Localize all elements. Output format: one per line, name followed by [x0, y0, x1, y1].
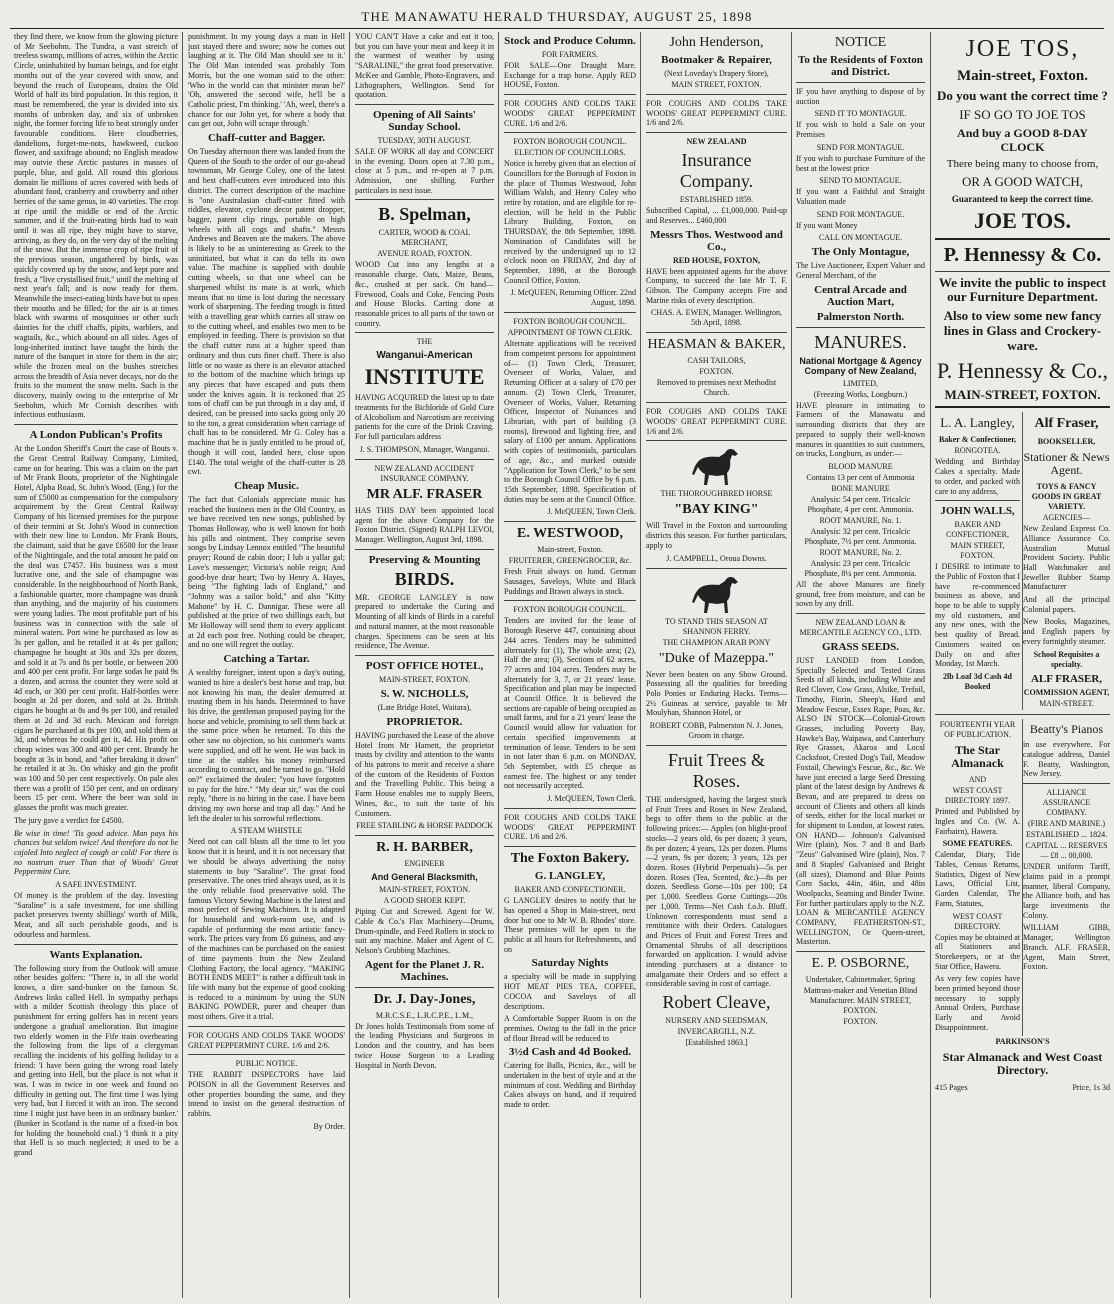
ad-subheading: Central Arcade and Auction Mart,	[814, 283, 907, 308]
notice-subheading: APPOINTMENT OF TOWN CLERK.	[507, 328, 633, 338]
ad-text: A Comfortable Supper Room is on the premises. Owing to the fall in the price of flour Bread will be reduced to	[504, 1014, 636, 1043]
ad-address: RED HOUSE, FOXTON,	[673, 255, 760, 265]
divider	[355, 655, 494, 656]
divider	[355, 549, 494, 550]
ad-signature: WILLIAM GIBB, Manager, Wellington Branch. ALF. FRASER, Agent, Main Street, Foxton.	[1023, 923, 1110, 972]
ad-signature: CHAS. A. EWEN, Manager. Wellington, 5th April, 1898.	[651, 308, 782, 328]
ad-role: PROPRIETOR.	[386, 715, 463, 728]
column-5	[642, 32, 791, 1298]
ad-heading: Preserving & Mounting	[368, 553, 481, 566]
divider	[355, 332, 494, 333]
divider	[796, 327, 925, 328]
ad-name: Beatty's Pianos	[1029, 721, 1104, 736]
notice-text: THE RABBIT INSPECTORS have laid POISON in all the Government Reserves and other properties bounding the same, and they intend to insist on the general destruction of rabbits.	[188, 1070, 345, 1119]
notice-signature: J. McQUEEN, Returning Officer. 22nd August, 1898.	[510, 288, 636, 308]
ad-signature: J. CAMPBELL, Oroua Downs.	[666, 553, 767, 563]
ad-text: Will Travel in the Foxton and surrounding districts this season. For further particulars, apply to	[646, 521, 787, 550]
ad-trade: Mattrass-maker and Venetian Blind Manufacturer. MAIN STREET, FOXTON.	[803, 986, 918, 1016]
column-rule	[349, 32, 350, 1298]
horse-icon	[687, 573, 747, 615]
ad-text: And all the principal Colonial papers.	[1023, 595, 1110, 614]
ad-text: a specialty will be made in supplying HOT MEAT PIES TEA, COFFEE, COCOA and Saveloys of all descriptions.	[504, 972, 636, 1011]
ad-note: AND	[968, 775, 987, 785]
article-text: At the London Sheriff's Court the case of Bouts v. the Great Central Railway Company, Limited, came on for hearing. This was a claim on the part of Mr Frank Bouts, proprietor of the Nightingale Hotel, Alpha Road, St. John's Wood, (Eng.) for the sum of £5000 as compensation for the compulsory acquirement by the Great Central Railway Company of his licensed premises for the purpose of their termini at St. John's Wood in connection with their new line to London. Mr Frank Bouts, the claimant, said that he gave £6500 for the lease of the Nightingale, and the total amount he paid on the deal was £7457. His business was a most lucrative one, and the sale of champagne was considerable. In the neighbourhood of North Bank, a fashionable quarter, more champagne was drunk than anything, and the majority of his customers were young ladies. The most profitable part of his business was in connection with the sale of mineral waters. Port wine he purchased as low as 3s per gallon, and he retailed it at 4s per gallon; champagne he bought at 30s and 32s per dozen, and sold it at 7s and 8s per bottle, or between 200 and 400 per cent profit. For large sodas he paid 9s a dozen, and across the counter they were sold at 4d each, or 300 per cent profit. Half-bottles were bought at 2d per dozen, and sold at 2s. British cigars he bought at 8s and 9s per 100, and retailed them at 2d and 3d each. Mexican and foreign cigars he purchased at 8s per 100, and sold them at 3d, and whereas he could get it, 4d. His profit on cheap wines was 300 and 400 per cent. Brandy he bought at 3s in bond, and "after breaking it down" he retailed it at 3s. On whisky and gin the profit was 100 and 50 per cent respectively. On pale ales there was a profit of 150 per cent, and on ordinary beers 15 per cent. Where the beer was sold in glasses the profit was much greater.	[14, 444, 178, 813]
ad-trade: Bootmaker & Repairer,	[661, 54, 772, 66]
ad-price: 2lb Loaf 3d Cash 4d Booked	[943, 671, 1012, 691]
ad-address: MAIN-STREET.	[1039, 698, 1094, 708]
ad-text: As very few copies have been printed beyond those necessary to supply Annual Orders, Purchase Early and Avoid Disappointment.	[935, 974, 1021, 1032]
article-heading: Cheap Music.	[234, 479, 299, 492]
ad-subheading: TO STAND THIS SEASON AT SHANNON FERRY.	[665, 616, 768, 636]
ad-address: MAIN STREET, FOXTON.	[950, 541, 1005, 561]
ad-name: Alf Fraser,	[1034, 416, 1099, 432]
divider	[1023, 783, 1110, 784]
notice-signature: J. McQUEEN, Town Clerk.	[547, 507, 636, 517]
ad-address: INVERCARGILL, N.Z.	[677, 1027, 756, 1037]
ad-subheading: THE THOROUGHBRED HORSE	[660, 489, 773, 499]
divider	[504, 94, 636, 95]
ad-proprietor: S. W. NICHOLLS,	[380, 687, 469, 700]
ad-item: BONE MANURE	[831, 483, 890, 493]
ad-trade: Baker & Confectioner,	[938, 435, 1017, 445]
ad-trade: COMMISSION AGENT,	[1023, 687, 1110, 697]
ad-name: JOHN WALLS,	[940, 505, 1015, 518]
divider	[646, 745, 787, 746]
article-text: they find there, we know from the glowing picture of Mr Seebohm. The Tundra, a vast stretch of treeless swamp, millions of acres, within the Arctic Circle, uninhabited by human beings, and for eight months out of the year covered with snow, and beyond the reach of Europeans, drains the Old World of half its bird population. In this region, it must be remembered, the year is divided into six months of unbroken day, and six of unbroken night, the former forcing life to beat strongly under favourable conditions. Here cloudberries, dandelions, forget-me-nots, hawkweed, cuckoo flower, and saxifrage abound; no English meadow may outvie these Arctic pastures in masses of purple, blue, and gold. All round this glorious domain lie millions of acres covered with beds of abundant food, cranberry and crowberry and other berries of the same genus, in 40 varieties. The crop at ripe until the middle or end of the Arctic summer, and if the fruit-eating birds had to wait until it was all ripe, they might have to starve, arriving, as they do, on the very day of the melting of the snow. But the immense crop of ripe fruit of the previous season, ungathered by birds, was quickly covered up by the snow, and kept pure and fresh, a "live crystallised fruit," until the melting of next year's fall; and is now ready for them. Meanwhile the insect-eating birds have but to open their mouths and be filled; for the air is at times black with swarms of mosquitoes or other such dainties for the chiff chaffs, pipits, warblers, and wagtails, &c., which abound on all sides. Ages of long-inherited instinct have taught the birds the nature of the banquet in store for them in the air; while the frozen meal on the bushes stretches across the breadth of Asia never decays, nor do the fruits to the moment the snow melts. Such is the discovery, mainly owing to the enterprise of Mr Seebohm, which Mr Cornish describes with infectious enthusiasm.	[14, 32, 178, 420]
column-subheading: FOR FARMERS.	[541, 50, 599, 59]
divider	[355, 459, 494, 460]
article-heading: Chaff-cutter and Bagger.	[207, 132, 326, 145]
ad-degrees: M.R.C.S.E., L.R.C.P.E., L.M.,	[375, 1010, 474, 1020]
notice-heading: FOXTON BOROUGH COUNCIL.	[513, 317, 627, 327]
ad-heading: Agent for the Planet J. R. Machines.	[364, 958, 485, 983]
ad-name: POST OFFICE HOTEL,	[365, 659, 484, 672]
notice-heading: PUBLIC NOTICE.	[235, 1059, 298, 1069]
ad-trade: FRUITERER, GREENGROCER, &c.	[508, 556, 632, 566]
ad-item: ROOT MANURE, No. 2.	[819, 547, 902, 557]
ad-item-detail: Analysis: 23 per cent. Tricalcic Phosphate, 8¼ per cent. Ammonia.	[804, 558, 917, 578]
ad-note: LIMITED,	[843, 378, 878, 388]
ad-address: MAIN-STREET, FOXTON.	[944, 386, 1101, 402]
divider	[504, 846, 636, 847]
ad-proprietor: Robert Cleave,	[662, 992, 771, 1013]
ad-text: MR. GEORGE LANGLEY is now prepared to undertake the Curing and Mounting of all kinds of Birds in a careful and natural manner, at the most reasonable charges. Specimens can be seen at his residence, The Avenue.	[355, 592, 494, 651]
ad-text: The Live Auctioneer, Expert Valuer and General Merchant, of the	[796, 261, 925, 281]
divider	[646, 132, 787, 133]
ad-role: ENGINEER	[404, 859, 445, 869]
ad-subheading: THE CHAMPION ARAB PONY	[662, 637, 771, 647]
ad-subheading: WEST COAST DIRECTORY.	[952, 911, 1003, 931]
ad-name: B. Spelman,	[378, 204, 471, 225]
ad-address: Palmerston North.	[816, 310, 905, 323]
ad-callout: CALL ON MONTAGUE.	[818, 233, 903, 243]
ad-name: "Duke of Mazeppa."	[658, 650, 775, 666]
divider	[14, 944, 178, 945]
ad-trade: Undertaker, Cabinetmaker, Spring	[805, 975, 916, 985]
divider	[935, 238, 1110, 240]
ad-text: FOR SALE—One Draught Mare. Exchange for a trap horse. Apply RED HOUSE, Foxton.	[504, 61, 636, 90]
ad-note: FREE STABLING & HORSE PADDOCK	[356, 821, 493, 831]
article-text: The fact that Colonials appreciate music has reached the business men in the Old Country, as we have received ten new songs, published by Thomas Holloway, who is well known for both his pills and ointment. They comprise seven songs by Lindsay Lennox entitled "The beautiful prayer; Round de cabin door; I lub a yallar gal; Love's messenger; Victoria's noble reign; And good-bye dear heart; Two by Henry A. Hayes, being "The fighting lads of England," and "Johnny was a sailor bold," and also "Kitty Mahone" by H. C. Dannigar. These were all published at the price of two shillings each, but Mr Holloway will send them to every applicant at 2d each post free. Nothing could be cheaper, and no one will regret the outlay.	[188, 494, 345, 650]
ad-note: A GOOD SHOER KEPT.	[383, 896, 466, 906]
ad-line: TOYS & FANCY GOODS IN GREAT VARIETY.	[1031, 482, 1102, 512]
ad-note: (Late Bridge Hotel, Waitara),	[377, 702, 472, 712]
ad-date: TUESDAY, 30TH AUGUST.	[377, 135, 472, 145]
ad-text: HAVE pleasure in intimating to Farmers of the Manawatu and surrounding districts that they are prepared to supply their well-known manures in quantities to suit customers, on trucks, Longburn, as under:—	[796, 400, 925, 459]
ad-text: SALE OF WORK all day and CONCERT in the evening. Doors open at 7.30 p.m., close at 5 p.m., and re-open at 7 p.m. Admission, one shilling. Further particulars in next issue.	[355, 146, 494, 195]
ad-address: FOXTON.	[843, 1017, 878, 1027]
ad-name: JOE TOS.	[973, 208, 1071, 234]
ad-text: IF you have anything to dispose of by auction	[796, 87, 925, 106]
ad-name: BIRDS.	[394, 568, 455, 589]
notice-signature: J. McQUEEN, Town Clerk.	[547, 794, 636, 804]
ad-signature: J. S. THOMPSON, Manager, Wanganui.	[359, 444, 490, 454]
ad-pages: 415 Pages	[935, 1083, 968, 1093]
divider	[504, 312, 636, 313]
ad-subheading: Saturday Nights	[531, 957, 609, 970]
split-left	[935, 412, 1023, 709]
ad-name: E. P. OSBORNE,	[811, 956, 910, 972]
article-heading: A London Publican's Profits	[29, 429, 163, 442]
ad-address: Main-street, Foxton.	[957, 67, 1088, 84]
divider	[504, 521, 636, 522]
column-rule	[182, 32, 183, 1298]
ad-company: NEW ZEALAND LOAN & MERCANTILE AGENCY CO., LTD.	[799, 618, 922, 638]
ad-note: Removed to premises next Methodist Church.	[656, 378, 777, 398]
ad-item: ROOT MANURE, No. 1.	[819, 515, 902, 525]
woods-cure-ad: FOR COUGHS AND COLDS TAKE WOODS' GREAT PEPPERMINT CURE. 1/6 and 2/6.	[504, 99, 636, 128]
split-row	[935, 412, 1110, 709]
ad-name: John Henderson,	[669, 35, 764, 50]
woods-cure-ad: FOR COUGHS AND COLDS TAKE WOODS' GREAT PEPPERMINT CURE. 1/6 and 2/6.	[188, 1030, 345, 1050]
ad-text: Catering for Balls, Picnics, &c., will be undertaken in the best of style and at the minimum of cost. Wedding and Birthday Cakes always on hand, and if required made to order.	[504, 1061, 636, 1110]
saraline-ad: YOU CAN'T Have a cake and eat it too, but you can have your meat and keep it in the warmest of weather by using "SARALINE," the great food preservative. McKee and Gamble, Photo-Engravers, and Lithographers, Wellington. Send for quotation.	[355, 32, 494, 100]
ad-name: R. H. BARBER,	[376, 840, 473, 856]
ad-name: P. Hennessy & Co.	[943, 243, 1102, 266]
ad-subheading: And General Blacksmith,	[371, 872, 478, 883]
divider	[796, 82, 925, 83]
notice-heading: FOXTON BOROUGH COUNCIL.	[513, 137, 627, 147]
divider	[646, 402, 787, 403]
verse: Be wise in time! 'Tis good advice. Man pays his chances but seldom twice! And therefore do not be cajoled Into neglect of cough or cold! For there is no nostrum truer Than that of Woods' Great Peppermint Cure.	[14, 828, 178, 877]
ad-text: I DESIRE to intimate to the Public of Foxton that I have re-commenced business as above, and hope to be able to supply my old customers, and any new ones, with the best quality of Bread. Customers waited on Daily on and after Monday, 1st March.	[935, 562, 1021, 669]
ad-footer	[935, 1082, 1110, 1094]
ad-address: RONGOTEA.	[954, 446, 1001, 456]
ad-name: P. Hennessy & Co.,	[936, 358, 1109, 384]
ad-name: ALF FRASER,	[1030, 672, 1103, 685]
ad-question: Do you want the correct time ?	[937, 87, 1108, 103]
divider	[355, 987, 494, 988]
ad-text: Never been beaten on any Show Ground. Possessing all the qualities for breeding Polo Ponies or Enduring Hacks. Terms—2½ Guineas at service, payable to Mr Moulyhan, Shannon Hotel, or	[646, 669, 787, 718]
ad-item: BLOOD MANURE	[828, 461, 893, 471]
ad-name: ALLIANCE ASSURANCE COMPANY.	[1042, 788, 1091, 818]
ad-heading: NEW ZEALAND ACCIDENT INSURANCE COMPANY.	[374, 463, 475, 483]
notice-subheading: ELECTION OF COUNCILLORS.	[514, 148, 626, 158]
column-rule	[498, 32, 499, 1298]
ad-trade: BOOKSELLER,	[1037, 436, 1096, 446]
ad-name: Dr. J. Day-Jones,	[373, 991, 476, 1007]
article-text: punishment. In my young days a man in Hell just stayed there and swore; now he comes out laughing at it. The Old Man should see to it.' The Old Man intended was probably Tom Morris, but the one woman said to the other: 'Who in the world can that minister mean be?' 'Oh, answered the second wife, he'll be a Catholic priest, I'm thinking.' 'Ah, weel, there's a chance for our John yet, for where a body that can get out, John will scrape through.'	[188, 32, 345, 129]
ad-text: Wedding and Birthday Cakes a specialty. Made to order, and packed with care to any address,	[935, 457, 1021, 496]
divider	[646, 332, 787, 333]
ad-text: New Zealand Express Co. Alliance Assurance Co. Australian Mutual Provident Society. Public Hall Watchmaker and Jeweller Rubber Stamp Manufacturer	[1023, 524, 1110, 592]
divider	[796, 951, 925, 952]
notice-text: Tenders are invited for the lease of Borough Reserve 447, containing about 244 acres. Tenders may be submitted alternately for (1), The whole area; (2), Half the area; (3), Sections of 62 acres, 77 acres and 104 acres. Tenders may be alternately for 3, 7, or 21 years' lease. Specification and plan may be inspected at Council Office. It is believed the sections are capable of being occupied as small farms, and for a 21 years' lease the Council would allow for valuation for certain specified improvements at termination of lease. Tenders to be sent in not later than 6 p.m. on MONDAY, 5th September, with £5 cheque as earnest fee. The highest or any tender not necessarily accepted.	[504, 616, 636, 791]
ad-line: There being many to choose from,	[946, 158, 1099, 171]
ad-line: School Requisites a specialty.	[1033, 649, 1100, 669]
divider	[796, 613, 925, 614]
ad-name: Star Almanack and West Coast Directory.	[942, 1049, 1103, 1078]
column-2	[184, 32, 349, 1298]
ad-text: HAVE been appointed agents for the above Company, to succeed the late Mr T. F. Gibson. The Company accepts Fire and Marine risks of every description.	[646, 266, 787, 305]
woods-cure-ad: FOR COUGHS AND COLDS TAKE WOODS' GREAT PEPPERMINT CURE. 1/6 and 2/6.	[646, 99, 787, 128]
ad-price: Price, 1s 3d	[1072, 1083, 1110, 1093]
split-row	[935, 719, 1110, 1036]
column-4	[500, 32, 640, 1298]
ad-proprietor: G. LANGLEY,	[534, 870, 606, 883]
ad-trade: NURSERY AND SEEDSMAN,	[665, 1016, 768, 1026]
ad-line: IF SO GO TO JOE TOS	[959, 106, 1086, 122]
article-text: The following story from the Outlook will amuse other besides golfers: "There is, in all the world knows, a dire sand-bunker on the famous St. Andrews links called Hell. In sympathy perhaps with a milder Scottish theology this place of punishment for erring golfers has in recent years undergone a gradual amelioration. But imagine two elderly women in the Fife train overhearing the following from the lips of a clergyman recalling the incidents of his golfing holiday to a friend: 'I have been going the wrong road lately and getting into Hell, but the place is not what it was. I was in twice in one week and found no difficulty in getting out. The first time I was lying very bad, but I forced it with an iron. The second time I might just have been in an ordinary bunker.' (Bunker in Scotland is the name of a fixed-in box for holding the household coal.) 'I think it a pity that Hell is so much neglected; it used to be a grand	[14, 963, 178, 1157]
ad-note: (Next Loveday's Drapery Store),	[664, 69, 769, 78]
subheading: A STEAM WHISTLE	[230, 826, 303, 836]
article-heading: Catching a Tartar.	[223, 653, 310, 666]
column-rule	[640, 32, 641, 1298]
column-1	[10, 32, 182, 1298]
ad-text: If you wish to hold a Sale on your Premises	[796, 120, 925, 140]
divider	[504, 600, 636, 601]
ad-subheading: To the Residents of Foxton and District.	[798, 54, 923, 78]
ad-address: MAIN-STREET, FOXTON.	[378, 885, 471, 895]
ad-text: Printed and Published by Ingles and Co. (W. A. Fairbairn), Hawera.	[935, 807, 1021, 836]
masthead: THE MANAWATU HERALD THURSDAY, AUGUST 25, 1898	[10, 6, 1104, 29]
divider	[646, 440, 787, 441]
ad-name: "BAY KING"	[674, 502, 759, 518]
divider	[355, 104, 494, 105]
article-text: Need not can call blasts all the time to let you know that it is heard, and it is not necessary that we should be always advertising the noisy statements to buy "Saraline". The great food preservative. The ones tried always used, as it is the only reliable food preservative sold. The famous Victory Sewing Machine is the latest and most perfect of Sewing Machines. It is adapted for household and work-room use, and is capable of performing the most artistic fancy-work. The prices vary from £6 guineas, and any of the machines can be purchased on the easiest of time payments from the New Zealand Clothing Factory, the local agency. "MAKING BOTH ENDS MEET" is rather a difficult task in life with many but the expense of good cooking is reduced to a minimum by using the SUN BAKING POWDER, purer and cheaper than most others. Give it a trial.	[188, 837, 345, 1022]
divider	[504, 808, 636, 809]
divider	[646, 94, 787, 95]
ad-text: Subscribed Capital, ... £1,000,000. Paid-up and Reserves... £460,000	[646, 206, 787, 225]
ad-text: HAVING purchased the Lease of the above Hotel from Mr Harnett, the proprietor trusts by civility and attention to the wants of his patrons to merit and receive a share of the custom of the Residents of Foxton and the Travelling Public. This being a Farm House enables me to supply Beers, Wines, &c., to suit the taste of his Customers.	[355, 730, 494, 818]
article-text: A wealthy foreigner, intent upon a day's outing, wanted to hire a dealer's best horse and trap, but not knowing his man, the dealer demurred at trusting them in his hands. Determined to have his drive, the gentleman proposed paying for the horse and vehicle, promising to sell them back at the same price when he returned. To this the other saw no objection, so his customer's wants were supplied, and off he went. He was back in time at the stables his money reimbursed according to contract, and he turned to go. "Hold on?" exclaimed the dealer; "you have forgotten to pay for the hire." "My dear sir," was the cool reply, "there is no hiring in the case. I have been driving my own horse and trap all day." And he left the dealer to his sorrowful reflections.	[188, 668, 345, 823]
woods-cure-ad: FOR COUGHS AND COLDS TAKE WOODS' GREAT PEPPERMINT CURE. 1/6 and 2/6.	[504, 813, 636, 842]
notice-signature: By Order.	[313, 1121, 345, 1131]
divider	[935, 406, 1110, 408]
ad-item-detail: Analysis: 32 per cent. Tricalcic Phosphate, 7½ per cent. Ammonia.	[804, 526, 917, 546]
ad-line: We invite the public to inspect our Furniture Department.	[938, 274, 1107, 305]
ad-name: MANURES.	[814, 331, 907, 352]
ad-address: MAIN-STREET, FOXTON.	[378, 674, 471, 684]
ad-heading: Opening of All Saints' Sunday School.	[372, 108, 476, 133]
ad-note: [Established 1863.]	[685, 1038, 748, 1048]
article-heading: Wants Explanation.	[49, 948, 143, 961]
ad-text: Calendar, Diary, Tide Tables, Census Returns, Statistics, Digest of New Laws, Official List, Garden Calendar, The Farm, Statutes,	[935, 850, 1021, 908]
article-text: The jury gave a verdict for £4500.	[14, 815, 124, 825]
ad-label: THE	[416, 337, 433, 347]
ad-item-detail: Analysis: 54 per cent. Tricalcic Phosphate, 4 per cent. Ammonia.	[807, 494, 914, 514]
ad-name: HEASMAN & BAKER,	[647, 337, 786, 353]
ad-name: JOE TOS,	[965, 36, 1080, 62]
ad-label: PARKINSON'S	[995, 1036, 1050, 1046]
ad-signature: ROBERT COBB, Palmerston N. J. Jones, Groom in charge.	[649, 721, 784, 741]
woods-cure-ad: FOR COUGHS AND COLDS TAKE WOODS' GREAT PEPPERMINT CURE. 1/6 and 2/6.	[646, 407, 787, 436]
ad-trade: BAKER AND CONFECTIONER,	[946, 520, 1009, 540]
article-text: On Tuesday afternoon there was landed from the Queen of the South to the order of our go-ahead townsman, Mr George Coley, one of the latest and best chaff-cutters ever introduced into this district. The correct description of the machine is "one Australasian chaff-cutter fitted with riddles, elevator, cyclone decor patent dropper, bagger, patent clip rings, portable on high wheels with all cogs and shafts." Messrs Andrews and Beaven are the makers. The above is likely to be as uninteresting as Greek to the uninitiated, but what it can do tells its own value. The machine is supplied with double cutting wheels, so that one wheel can be sharpened whilst its mate is at work, which means that no time is lost during the necessary work of sharpening. The feeding trough is fitted with a travelling gear which carries all straw on to the cutting wheel, and enables two men to be employed in feeding. There is provision so that the chaff cutter runs at a higher speed than ordinary and thus cuts finer chaff. There is also little or no waste as there is an elevator attached to the bottom of the machine which brings up any pieces that have escaped and puts them under the knives again. It is reckoned that 25 tons of chaff can be put through in a day and, if desired, can be pressed into sacks going only 20 to the ton, a great consideration when carriage of chaff has to be considered. Mr G. Coley has a machine that he is justly entitled to be proud of, though it will cost, landed here, close upon £140. The total weight of the chaff-cutter is 28 cwt.	[188, 147, 345, 477]
ad-subheading: Wanganui-American	[376, 350, 473, 362]
ad-text: All the above Manures are finely ground, free from moisture, and can be sown by any drill.	[796, 579, 925, 609]
ad-note: (FIRE AND MARINE.)	[1027, 819, 1106, 829]
ad-trade: CASH TAILORS,	[687, 356, 746, 366]
divider	[504, 132, 636, 133]
ad-subheading: SOME FEATURES.	[942, 839, 1013, 849]
ad-line: And buy a GOOD 8-DAY CLOCK	[957, 125, 1088, 154]
notice-heading: FOXTON BOROUGH COUNCIL.	[513, 605, 627, 615]
split-left	[935, 719, 1023, 1036]
ad-name: NOTICE	[834, 35, 887, 50]
ad-text: Copies may be obtained at all Stationers and Storekeepers, or at the Star Office, Hawera.	[935, 932, 1021, 971]
ad-note: ESTABLISHED 1859.	[679, 195, 754, 205]
ad-text: THE undersigned, having the largest stock of Fruit Trees and Roses in New Zealand, begs to offer them to the public at the following prices:— Apples (on blight-proof stocks—2 years old, 6s per dozen; 3 years, 8s per dozen; 4 years, 12s per dozen. Plums—2 years, 9s per dozen; 3 years, 12s per dozen. Roses (Hybrid Perpetuals)—5s per dozen. Roses (Tea, Scented, &c.)—8s per dozen. Seedless Gorse—10s per 100; £4 per 1,000. Seedless Gorse Cuttings—20s per 1,000. Terms—Net Cash f.o.b. Bluff. Unknown correspondents must send a remittance with their Orders. Catalogues and Prices of Fruit and Forest Trees and Ornamental Shrubs of all descriptions forwarded on application. I would advise intending purchasers at a distance to amalgamate their Orders and so effect a considerable saving in cost of carriage.	[646, 795, 787, 989]
ad-name: MR ALF. FRASER	[366, 486, 483, 502]
notice-text: Notice is hereby given that an election of Councillors for the Borough of Foxton in the place of Thomas Westwood, John William Walsh, and Henry Coley who retire by rotation, and are eligible for re-election, will be held in the Public Library Building, Foxton, on THURSDAY, the 8th September, 1898. Nomination of Candidates will be received by the undersigned up to 12 o'clock noon on FRIDAY, 2nd day of September, 1898, at the Borough Council Office, Foxton.	[504, 159, 636, 285]
ad-text: Fresh Fruit always on hand. German Sausages, Saveloys, White and Black Puddings and Brawn always in stock.	[504, 567, 636, 596]
ad-callout: SEND FOR MONTAGUE.	[816, 209, 905, 219]
ad-text: JUST LANDED from London, Specially Selected and Tested Grass Seeds of all kinds, including White and Red Clover, Cow Grass, Alsike, Trefoil, Timothy, Fiorin, Sheep's, Hard and Meadow Fescue, Essex Rape, Poas, &c. ALSO IN STOCK—Colonial-Grown Grasses, including Poverty Bay, Hawke's Bay, Waipawa, and Canterbury Rye Grasses, Akaroa and Local Cocksfoot, Crested Dog's Tail, Meadow Foxtail, Chewing's Fescue, &c., &c. We have just erected a large Seed Dressing plant of the latest design by Andrews & Bevan, and are prepared to dress on account of Clients and others all kinds of seeds, either for the local market or for shipment to London, at lowest rates. ON HAND— Johnson's Galvanised Wire (plain), Nos. 7 and 8 and Barb "Zeus" Galvanised Wire (plain), Nos. 7 and 8 Staples' Galvanised and Bright (all sizes), Diamond and Blue Points Corn Sacks, 44in, 46in, and 48in Woolpacks, Seaming and Binder Twine. For further particulars apply to the N.Z. LOAN & MERCANTILE AGENCY COMPANY, FEATHERSTON-ST., WELLINGTON, Or Queen-street, Masterton.	[796, 656, 925, 947]
ad-address: FOXTON.	[699, 367, 734, 377]
ad-subheading: WEST COAST DIRECTORY 1897.	[945, 786, 1010, 806]
ad-line: Also to view some new fancy lines in Glass and Crockery-ware.	[943, 308, 1102, 354]
divider	[188, 1054, 345, 1055]
ad-subheading: AGENCIES—	[1042, 513, 1091, 523]
ad-name: The Foxton Bakery.	[510, 851, 630, 867]
divider	[646, 568, 787, 569]
ad-text: WOOD Cut into any lengths at a reasonable charge. Oats, Maize, Beans, &c., crushed at per sack. On hand—Firewood, Coals and Coke, Fencing Posts and House Blocks. Carting done at reasonable prices to all parts of the town or country.	[355, 260, 494, 328]
column-6	[792, 32, 929, 1298]
ad-name: E. WESTWOOD,	[517, 526, 623, 542]
divider	[355, 835, 494, 836]
ad-price: 3½d Cash and 4d Booked.	[508, 1046, 632, 1059]
divider	[935, 500, 1020, 501]
split-right	[1023, 719, 1110, 1036]
ad-text: Piping Cut and Screwed. Agent for W. Cable & Co.'s Flax Machinery—Drums, Drum-spindle, and Feed Rollers in stock to suit any machine. Maker and Agent of C. Nelson's Grubbing Machines.	[355, 907, 494, 956]
ad-text: If you want a Faithful and Straight Valuation made	[796, 187, 925, 206]
ad-line: Guaranteed to keep the correct time.	[951, 193, 1094, 204]
ad-name: Insurance Company.	[679, 150, 754, 192]
ad-trade: Stationer & News Agent.	[1023, 449, 1110, 478]
ad-name: L. A. Langley,	[940, 415, 1015, 431]
ad-text: UNDER uniform Tariff, claims paid in a prompt manner, liberal Company, the Alliance both, and has large investments the Colony.	[1023, 862, 1110, 920]
ad-company: National Mortgage & Agency Company of New Zealand,	[799, 355, 922, 376]
ad-text: New Books, Magazines, and English papers by every fortnightly steamer.	[1023, 617, 1110, 646]
ad-text: Dr Jones holds Testimonials from some of the leading Physicians and Surgeons in London and the country, and has been twice House Surgeon to a Leading Hospital in North Devon.	[355, 1021, 494, 1070]
ad-text: HAVING ACQUIRED the latest up to date treatments for the Bichloride of Gold Cure of Alcoholism and Narcotism are receiving patients for the cure of the Drink Craving. For full particulars address	[355, 393, 494, 442]
divider	[935, 271, 1110, 272]
ad-name: The Star Almanack	[951, 742, 1004, 771]
divider	[935, 714, 1110, 715]
ad-text: in use everywhere. For catalogue address, Daniel F. Beatty, Washington, New Jersey.	[1023, 740, 1110, 779]
ad-address: MAIN STREET, FOXTON.	[671, 80, 762, 89]
ad-subheading: The Only Montague,	[811, 246, 910, 259]
ad-text: If you want Money	[796, 220, 858, 230]
column-7	[931, 32, 1114, 1298]
ad-text: If you wish to purchase Furniture of the best at the lowest price	[796, 153, 925, 173]
ad-name: Fruit Trees & Roses.	[667, 750, 766, 792]
ad-note: ESTABLISHED ... 1824.	[1025, 830, 1108, 840]
horse-icon	[687, 445, 747, 487]
ad-agents: Messrs Thos. Westwood and Co.,	[650, 228, 783, 253]
ad-trade: CARTER, WOOD & COAL MERCHANT,	[378, 228, 471, 248]
subheading: A SAFE INVESTMENT.	[55, 880, 137, 890]
ad-address: Main-street, Foxton.	[537, 545, 603, 555]
ad-line: OR A GOOD WATCH,	[961, 173, 1084, 189]
ad-text: G LANGLEY desires to notify that he has opened a Shop in Main-street, next door but one to Mr W. B. Rhodes' store. These premises will be open to the public at all hours for Refreshments, and on	[504, 896, 636, 954]
ad-note: (Freezing Works, Longburn.)	[813, 389, 908, 399]
ad-name: INSTITUTE	[364, 364, 485, 390]
column-3	[351, 32, 498, 1298]
ad-callout: SEND FOR MONTAGUE.	[816, 142, 905, 152]
ad-trade: BAKER AND CONFECTIONER.	[514, 885, 626, 895]
ad-note: FOURTEENTH YEAR OF PUBLICATION.	[939, 719, 1016, 739]
ad-label: NEW ZEALAND	[686, 137, 747, 147]
divider	[14, 424, 178, 425]
ad-text: HAS THIS DAY been appointed local agent for the above Company for the Foxton District. (Signed) RALPH LEVOI, Manager. Wellington, August 3rd, 1898.	[355, 505, 494, 544]
divider	[355, 199, 494, 200]
ad-name: GRASS SEEDS.	[821, 641, 900, 654]
column-heading: Stock and Produce Column.	[504, 35, 636, 47]
split-right	[1023, 412, 1110, 709]
ad-callout: SEND TO MONTAGUE.	[819, 176, 902, 186]
ad-item-detail: Contains 13 per cent of Ammonia	[806, 472, 915, 482]
article-text: Of money is the problem of the day. Investing "Saraline" is a safe investment, for one shilling packet preserves twenty shillings' worth of Milk, Meat, and all such perishable goods, and is odourless and harmless.	[14, 891, 178, 939]
ad-callout: SEND IT TO MONTAGUE.	[814, 109, 907, 119]
ad-address: AVENUE ROAD, FOXTON.	[377, 249, 472, 259]
divider	[188, 1026, 345, 1027]
notice-text: Alternate applications will be received from competent persons for appointment of— (1) Town Clerk, Treasurer, Overseer of Works, Valuer, and Returning Officer at a salary of £70 per annum. (2) Town Clerk, Treasurer, Overseer of Works, Valuer, Returning Officer, Inspector of Nuisances and Librarian, with part of building (3 rooms), firewood and lighting free, and salary of £100 per annum. Applications with copies of testimonials, particulars of age, &c., and marked outside "Application for Town Clerk," to be sent to the Borough Council Office by 6 p.m. 15th September, 1898. Specification of duties may be seen at the Council Office.	[504, 339, 636, 504]
ad-note: CAPITAL ... RESERVES— £8 ... 00,000.	[1025, 841, 1108, 861]
